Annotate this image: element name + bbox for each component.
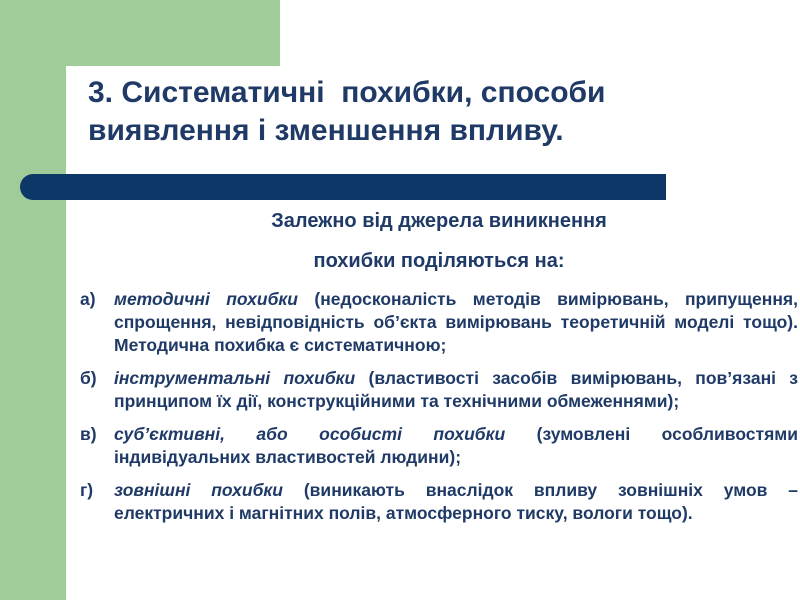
list-item-instrumental	[80, 367, 798, 413]
intro-text	[80, 208, 798, 274]
list-term: інструментальні похибки	[114, 368, 356, 388]
error-types-list	[80, 288, 798, 525]
list-item-methodical	[80, 288, 798, 357]
list-description: (недосконалість методів вимірювань, припущення, спрощення, невідповідність об’єкта вимірювань теоретичній моделі тощо). Методична похибка є систематичною;	[114, 289, 798, 355]
list-description: (виникають внаслідок впливу зовнішніх умов – електричних і магнітних полів, атмосферного тиску, вологи тощо).	[114, 480, 798, 523]
list-marker: в)	[80, 424, 97, 444]
slide-content	[80, 208, 798, 535]
slide-title: 3. Систематичні похибки, способи виявлення і зменшення впливу.	[88, 76, 614, 147]
list-description: (зумовлені особливостями індивідуальних властивостей людини);	[114, 424, 798, 467]
list-item-external	[80, 479, 798, 525]
list-term: зовнішні похибки	[114, 480, 283, 500]
list-marker: а)	[80, 289, 96, 309]
title-underline-bar	[20, 174, 666, 200]
list-term: суб’єктивні, або особисті похибки	[114, 424, 506, 444]
list-item-subjective	[80, 423, 798, 469]
intro-line-1: Залежно від джерела виникнення	[271, 210, 607, 232]
list-marker: г)	[80, 480, 94, 500]
intro-line-2: похибки поділяються на:	[313, 250, 565, 272]
list-marker: б)	[80, 368, 97, 388]
list-term: методичні похибки	[114, 289, 298, 309]
list-description: (властивості засобів вимірювань, пов’язані з принципом їх дії, конструкційними та технічними обмеженнями);	[114, 368, 798, 411]
